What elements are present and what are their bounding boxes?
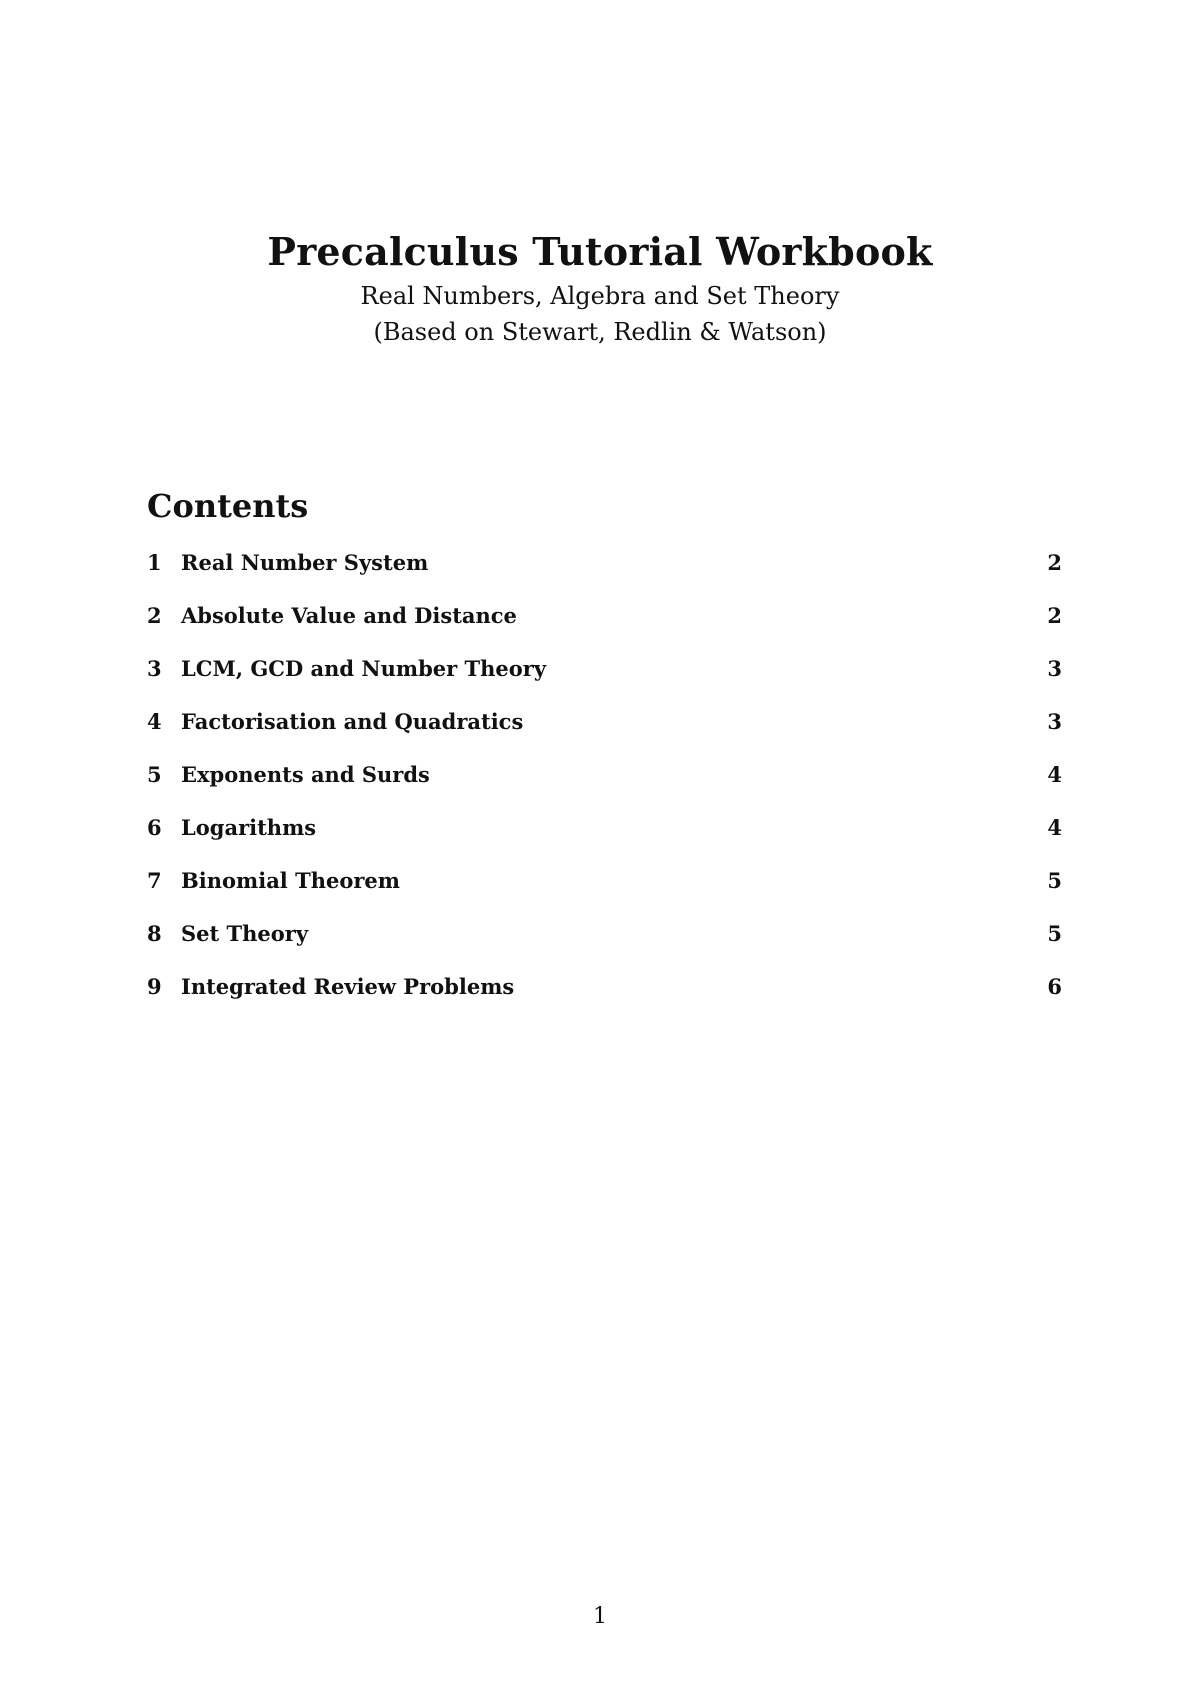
toc-section-number: 7 xyxy=(147,868,162,893)
toc-section-title: Set Theory xyxy=(181,921,309,946)
toc-page-number: 5 xyxy=(1047,868,1062,893)
toc-section-number: 9 xyxy=(147,974,162,999)
toc-entry[interactable] xyxy=(147,813,1062,866)
page-number: 1 xyxy=(593,1604,607,1629)
toc-section-title: Integrated Review Problems xyxy=(181,974,515,999)
document-source-note: (Based on Stewart, Redlin & Watson) xyxy=(373,318,827,346)
toc-section-title: Factorisation and Quadratics xyxy=(181,709,524,734)
toc-entry[interactable] xyxy=(147,760,1062,813)
toc-page-number: 4 xyxy=(1047,815,1062,840)
toc-section-title: Binomial Theorem xyxy=(181,868,401,893)
toc-section-number: 8 xyxy=(147,921,162,946)
toc-page-number: 3 xyxy=(1047,656,1062,681)
toc-page-number: 5 xyxy=(1047,921,1062,946)
toc-page-number: 2 xyxy=(1047,550,1062,575)
toc-entry[interactable] xyxy=(147,707,1062,760)
toc-entry[interactable] xyxy=(147,972,1062,1025)
toc-section-number: 2 xyxy=(147,603,162,628)
toc-section-number: 4 xyxy=(147,709,162,734)
document-subtitle: Real Numbers, Algebra and Set Theory xyxy=(360,282,840,310)
toc-section-title: LCM, GCD and Number Theory xyxy=(181,656,547,681)
toc-section-number: 3 xyxy=(147,656,162,681)
toc-page-number: 6 xyxy=(1047,974,1062,999)
toc-section-number: 1 xyxy=(147,550,162,575)
toc-page-number: 3 xyxy=(1047,709,1062,734)
toc-section-number: 6 xyxy=(147,815,162,840)
toc-page-number: 2 xyxy=(1047,603,1062,628)
toc-entry[interactable] xyxy=(147,654,1062,707)
toc-entry[interactable] xyxy=(147,919,1062,972)
title-block xyxy=(0,226,1200,350)
toc-section-title: Logarithms xyxy=(181,815,317,840)
toc-section-number: 5 xyxy=(147,762,162,787)
toc-section-title: Absolute Value and Distance xyxy=(181,603,517,628)
contents-heading: Contents xyxy=(147,487,309,525)
toc-entry[interactable] xyxy=(147,548,1062,601)
document-title: Precalculus Tutorial Workbook xyxy=(267,229,933,274)
toc-entry[interactable] xyxy=(147,601,1062,654)
toc-page-number: 4 xyxy=(1047,762,1062,787)
toc-section-title: Exponents and Surds xyxy=(181,762,430,787)
toc-section-title: Real Number System xyxy=(181,550,429,575)
toc-entry[interactable] xyxy=(147,866,1062,919)
table-of-contents xyxy=(147,548,1062,1025)
